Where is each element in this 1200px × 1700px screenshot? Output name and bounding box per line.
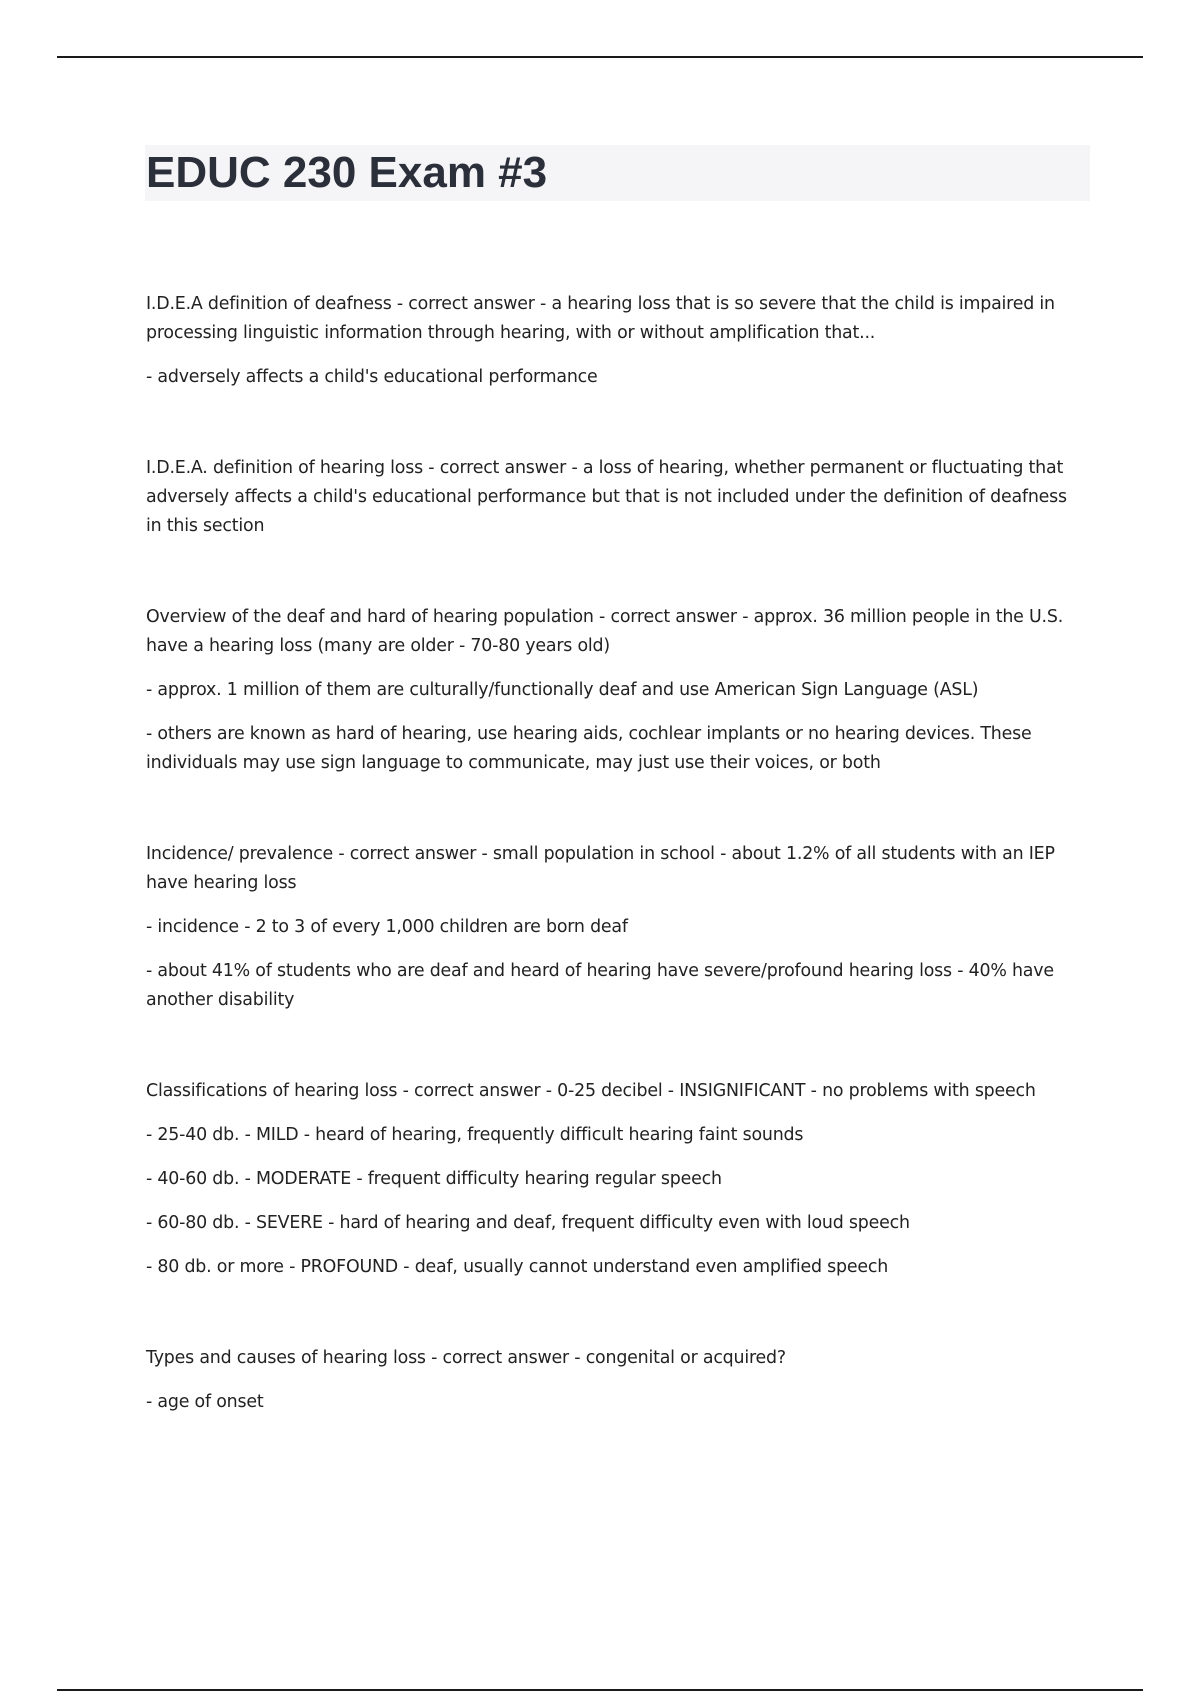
- qa-text: - incidence - 2 to 3 of every 1,000 children are born deaf: [146, 917, 628, 937]
- qa-text: I.D.E.A. definition of hearing loss - correct answer - a loss of hearing, whether permanent or fluctuating that adversely affects a child's educational performance but that is not included under the definition of deafness in this section: [146, 458, 1067, 536]
- qa-text: - others are known as hard of hearing, use hearing aids, cochlear implants or no hearing devices. These individuals may use sign language to communicate, may just use their voices, or both: [146, 724, 1032, 773]
- qa-types-causes: [146, 1344, 1086, 1417]
- qa-text: - 80 db. or more - PROFOUND - deaf, usually cannot understand even amplified speech: [146, 1257, 889, 1277]
- qa-text: Incidence/ prevalence - correct answer - small population in school - about 1.2% of all students with an IEP have hearing loss: [146, 844, 1055, 893]
- qa-text: - 25-40 db. - MILD - heard of hearing, frequently difficult hearing faint sounds: [146, 1125, 804, 1145]
- qa-text: Overview of the deaf and hard of hearing population - correct answer - approx. 36 million people in the U.S. have a hearing loss (many are older - 70-80 years old): [146, 607, 1064, 656]
- qa-text: - approx. 1 million of them are culturally/functionally deaf and use American Sign Language (ASL): [146, 680, 979, 700]
- qa-text: Types and causes of hearing loss - correct answer - congenital or acquired?: [146, 1348, 786, 1368]
- qa-text: Classifications of hearing loss - correct answer - 0-25 decibel - INSIGNIFICANT - no problems with speech: [146, 1081, 1036, 1101]
- qa-classifications: [146, 1077, 1086, 1282]
- qa-text: - about 41% of students who are deaf and heard of hearing have severe/profound hearing loss - 40% have another disability: [146, 961, 1054, 1010]
- qa-text: - age of onset: [146, 1392, 264, 1412]
- qa-text: - 60-80 db. - SEVERE - hard of hearing and deaf, frequent difficulty even with loud speech: [146, 1213, 910, 1233]
- document-body: [146, 290, 1086, 1417]
- qa-text: - adversely affects a child's educational performance: [146, 367, 598, 387]
- top-rule: [57, 56, 1143, 58]
- bottom-rule: [57, 1689, 1143, 1691]
- qa-population-overview: [146, 603, 1086, 778]
- qa-incidence-prevalence: [146, 840, 1086, 1015]
- qa-hearing-loss-definition: [146, 454, 1086, 541]
- qa-deafness-definition: [146, 290, 1086, 392]
- document-title: EDUC 230 Exam #3: [146, 148, 548, 197]
- qa-text: - 40-60 db. - MODERATE - frequent difficulty hearing regular speech: [146, 1169, 722, 1189]
- qa-text: I.D.E.A definition of deafness - correct answer - a hearing loss that is so severe that the child is impaired in processing linguistic information through hearing, with or without amplification that...: [146, 294, 1055, 343]
